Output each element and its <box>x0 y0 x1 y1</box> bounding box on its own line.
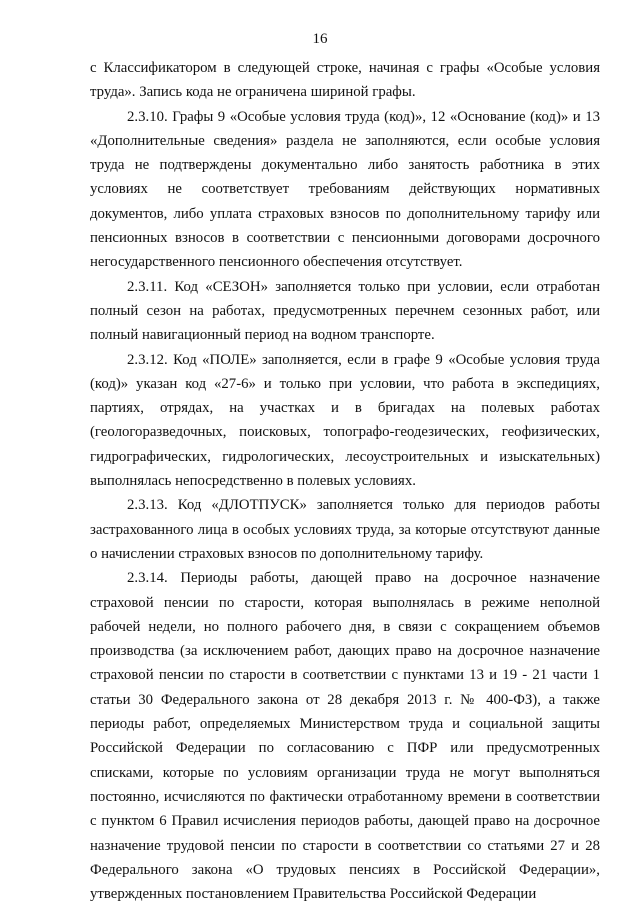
paragraph-2-3-14: 2.3.14. Периоды работы, дающей право на досрочное назначение страховой пенсии по старости, которая выполнялась в режиме неполной рабочей недели, но полного рабочего дня, в связи с сокращением объемов производства (за исключением работ, дающих право на досрочное назначение страховой пенсии по старости в соответствии с пунктами 13 и 19 - 21 части 1 статьи 30 Федерального закона от 28 декабря 2013 г. № 400-ФЗ), а также периоды работ, определяемых Министерством труда и социальной защиты Российской Федерации по согласованию с ПФР или предусмотренных списками, которые по условиям организации труда не могут выполняться постоянно, исчисляются по фактически отработанному времени в соответствии с пунктом 6 Правил исчисления периодов работы, дающей право на досрочное назначение трудовой пенсии по старости в соответствии со статьями 27 и 28 Федерального закона «О трудовых пенсиях в Российской Федерации», утвержденных постановлением Правительства Российской Федерации <box>90 570 600 903</box>
paragraph-2-3-11: 2.3.11. Код «СЕЗОН» заполняется только при условии, если отработан полный сезон на работах, предусмотренных перечнем сезонных работ, или полный навигационный период на водном транспорте. <box>90 278 600 344</box>
document-body <box>90 56 600 906</box>
paragraph-2-3-10: 2.3.10. Графы 9 «Особые условия труда (код)», 12 «Основание (код)» и 13 «Дополнительные сведения» раздела не заполняются, если особые условия труда не подтверждены документально либо занятость работника в этих условиях не соответствует требованиям действующих нормативных документов, либо уплата страховых взносов по дополнительному тарифу или пенсионных взносов в соответствии с пенсионными договорами досрочного негосударственного пенсионного обеспечения отсутствует. <box>90 108 600 271</box>
paragraph-continuation: с Классификатором в следующей строке, начиная с графы «Особые условия труда». Запись кода не ограничена шириной графы. <box>90 60 600 101</box>
paragraph-2-3-13: 2.3.13. Код «ДЛОТПУСК» заполняется только для периодов работы застрахованного лица в особых условиях труда, за которые отсутствуют данные о начислении страховых взносов по дополнительному тарифу. <box>90 497 600 562</box>
page-number: 16 <box>312 31 328 47</box>
paragraph-2-3-12: 2.3.12. Код «ПОЛЕ» заполняется, если в графе 9 «Особые условия труда (код)» указан код «27-6» и только при условии, что работа в экспедициях, партиях, отрядах, на участках и в бригадах на полевых работах (геологоразведочных, поисковых, топографо-геодезических, геофизических, гидрографических, гидрологических, лесоустроительных и изыскательных) выполнялась непосредственно в полевых условиях. <box>90 351 600 490</box>
